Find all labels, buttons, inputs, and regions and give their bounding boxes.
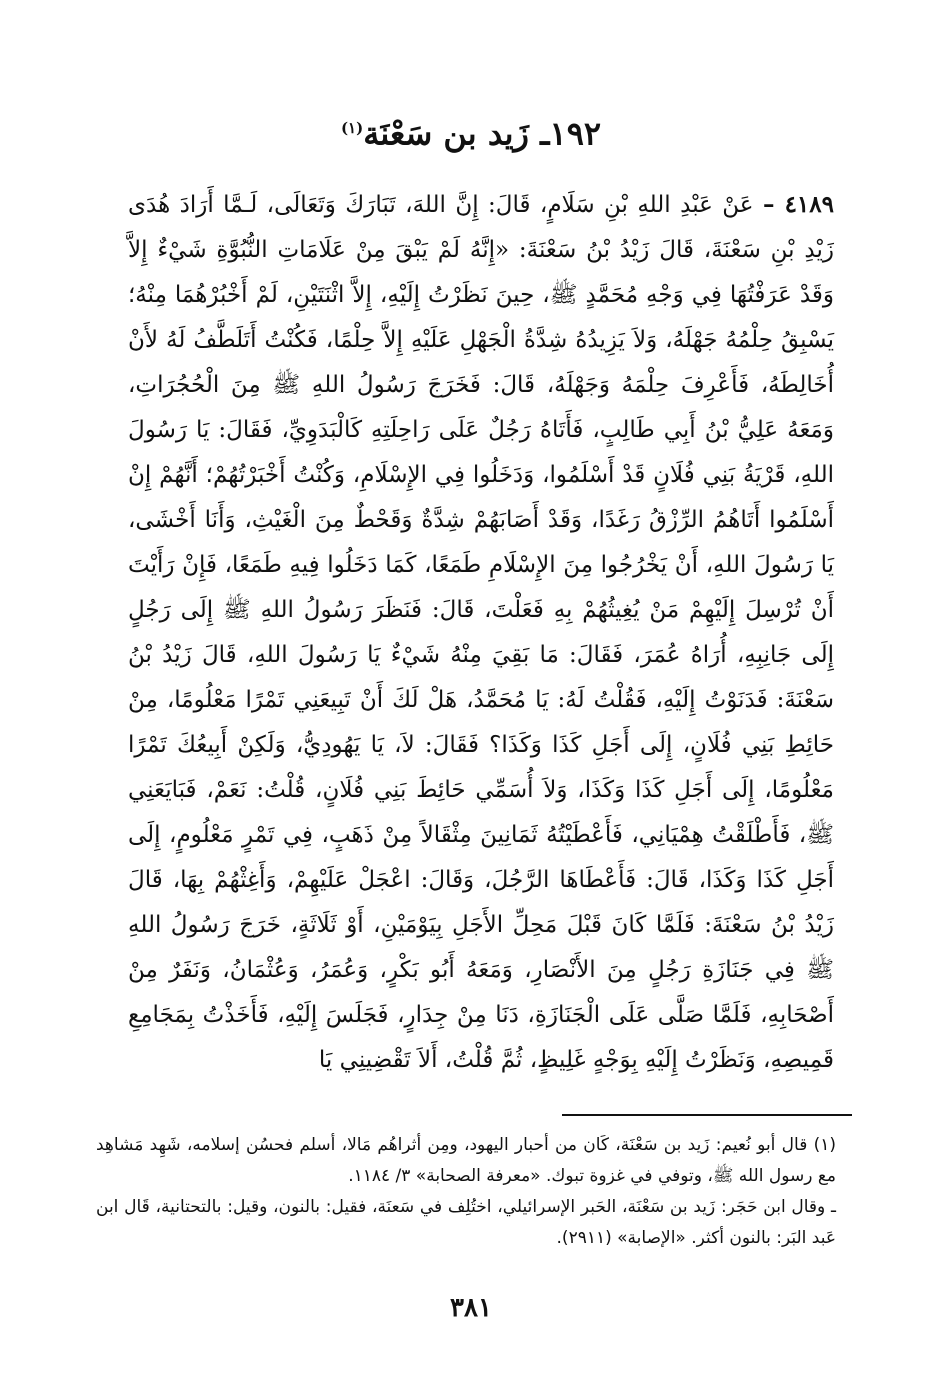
chapter-heading [0,108,942,154]
footnote-abu-nuaim: (١) قال أبو نُعيم: زَيد بن سَعْنَة، كَان من أحبار اليهود، ومِن أثراهُم مَالا، أسلم فحسُن إسلامه، شَهِد مَشاهِد مع رسول الله ﷺ، وتوفي في غزوة تبوك. «معرفة الصحابة» ٣/ ١١٨٤. [96,1135,836,1186]
hadith-text: عَنْ عَبْدِ اللهِ بْنِ سَلَامٍ، قَالَ: إِنَّ اللهَ، تَبَارَكَ وَتَعَالَى، لَـمَّا أَرَادَ هُدَى زَيْدِ بْنِ سَعْنَةَ، قَالَ زَيْدُ بْنُ سَعْنَةَ: «إِنَّهُ لَمْ يَبْقَ مِنْ عَلَامَاتِ النُّبُوَّةِ شَيْءٌ إِلاَّ وَقَدْ عَرَفْتُهَا فِي وَجْهِ مُحَمَّدٍ ﷺ، حِينَ نَظَرْتُ إِلَيْهِ، إِلاَّ اثْنَتَيْنِ، لَمْ أَخْبُرْهُمَا مِنْهُ؛ يَسْبِقُ حِلْمُهُ جَهْلَهُ، وَلاَ يَزِيدُهُ شِدَّةُ الْجَهْلِ عَلَيْهِ إِلاَّ حِلْمًا، فَكُنْتُ أَتَلَطَّفُ لَهُ لأَنْ أُخَالِطَهُ، فَأَعْرِفَ حِلْمَهُ وَجَهْلَهُ، قَالَ: فَخَرَجَ رَسُولُ اللهِ ﷺ مِنَ الْحُجُرَاتِ، وَمَعَهُ عَلِيُّ بْنُ أَبِي طَالِبٍ، فَأَتَاهُ رَجُلٌ عَلَى رَاحِلَتِهِ كَالْبَدَوِيِّ، فَقَالَ: يَا رَسُولَ اللهِ، قَرْيَةُ بَنِي فُلَانٍ قَدْ أَسْلَمُوا، وَدَخَلُوا فِي الإِسْلَامِ، وَكُنْتُ أَخْبَرْتُهُمْ؛ أَنَّهُمْ إِنْ أَسْلَمُوا أَتَاهُمُ الرِّزْقُ رَغَدًا، وَقَدْ أَصَابَهُمْ شِدَّةٌ وَقَحْطٌ مِنَ الْغَيْثِ، وَأَنَا أَخْشَى، يَا رَسُولَ اللهِ، أَنْ يَخْرُجُوا مِنَ الإِسْلَامِ طَمَعًا، كَمَا دَخَلُوا فِيهِ طَمَعًا، فَإِنْ رَأَيْتَ أَنْ تُرْسِلَ إِلَيْهِمْ مَنْ يُغِيثُهُمْ بِهِ فَعَلْتَ، قَالَ: فَنَظَرَ رَسُولُ اللهِ ﷺ إِلَى رَجُلٍ إِلَى جَانِبِهِ، أُرَاهُ عُمَرَ، فَقَالَ: مَا بَقِيَ مِنْهُ شَيْءٌ يَا رَسُولَ اللهِ، قَالَ زَيْدُ بْنُ سَعْنَةَ: فَدَنَوْتُ إِلَيْهِ، فَقُلْتُ لَهُ: يَا مُحَمَّدُ، هَلْ لَكَ أَنْ تَبِيعَنِي تَمْرًا مَعْلُومًا، مِنْ حَائِطِ بَنِي فُلَانٍ، إِلَى أَجَلِ كَذَا وَكَذَا؟ فَقَالَ: لاَ، يَا يَهُودِيُّ، وَلَكِنْ أَبِيعُكَ تَمْرًا مَعْلُومًا، إِلَى أَجَلِ كَذَا وَكَذَا، وَلاَ أُسَمِّي حَائِطَ بَنِي فُلَانٍ، قُلْتُ: نَعَمْ، فَبَايَعَنِي ﷺ، فَأَطْلَقْتُ هِمْيَانِي، فَأَعْطَيْتُهُ ثَمَانِينَ مِثْقَالاً مِنْ ذَهَبٍ، فِي تَمْرٍ مَعْلُومٍ، إِلَى أَجَلِ كَذَا وَكَذَا، قَالَ: فَأَعْطَاهَا الرَّجُلَ، وَقَالَ: اعْجَلْ عَلَيْهِمْ، وَأَغِثْهُمْ بِهَا، قَالَ زَيْدُ بْنُ سَعْنَةَ: فَلَمَّا كَانَ قَبْلَ مَحِلِّ الأَجَلِ بِيَوْمَيْنِ، أَوْ ثَلَاثَةٍ، خَرَجَ رَسُولُ اللهِ ﷺ فِي جَنَازَةِ رَجُلٍ مِنَ الأَنْصَارِ، وَمَعَهُ أَبُو بَكْرٍ، وَعُمَرُ، وَعُثْمَانُ، وَنَفَرٌ مِنْ أَصْحَابِهِ، فَلَمَّا صَلَّى عَلَى الْجَنَازَةِ، دَنَا مِنْ جِدَارٍ، فَجَلَسَ إِلَيْهِ، فَأَخَذْتُ بِمَجَامِعِ قَمِيصِهِ، وَنَظَرْتُ إِلَيْهِ بِوَجْهٍ غَلِيظٍ، ثُمَّ قُلْتُ، أَلاَ تَقْضِينِي يَا [128,192,834,1073]
hadith-paragraph [128,182,834,1083]
footnote-ibn-hajar: ـ وقال ابن حَجَر: زَيد بن سَعْنَة، الحَبر الإسرائيلي، اختُلِف في سَعنَة، فقيل: بالنون، وقيل: بالتحتانية، قَال ابن عَبد البَر: بالنون أكثر. «الإصابة» (٢٩١١). [96,1197,836,1248]
footnote-divider [562,1114,852,1116]
hadith-number: ٤١٨٩ – [762,191,834,218]
chapter-title: ١٩٢ـ زَيد بن سَعْنَة [363,114,602,153]
footnotes-section [96,1130,836,1254]
hadith-body [128,182,834,1083]
page-number: ٣٨١ [450,1293,492,1323]
title-footnote-marker: (١) [340,119,364,137]
